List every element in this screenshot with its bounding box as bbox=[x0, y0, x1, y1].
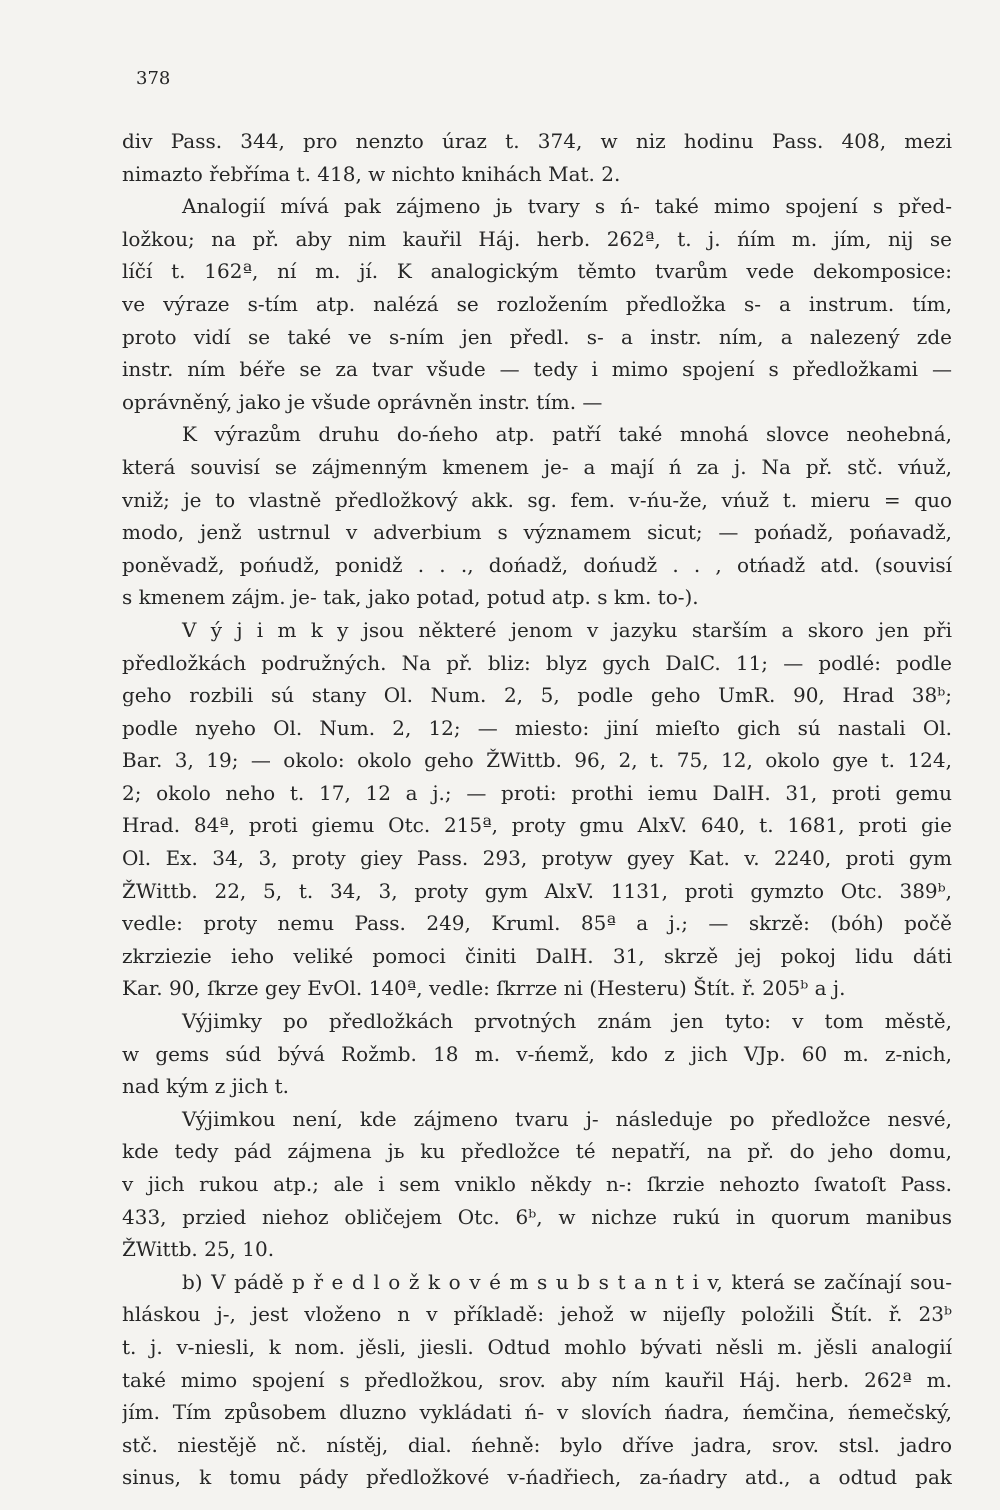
text-line: Analogií mívá pak zájmeno jь tvary s ń- také mimo spojení s před- bbox=[182, 194, 952, 219]
text-line: modo, jenž ustrnul v adverbium s významem sicut; — pońadž, pońavadž, bbox=[122, 520, 952, 545]
text-line: Výjimkou není, kde zájmeno tvaru j- následuje po předložce nesvé, bbox=[182, 1106, 952, 1131]
text-line: 433, przied niehoz obličejem Otc. 6ᵇ, w nichze rukú in quorum manibus bbox=[122, 1204, 952, 1229]
text-line: proto vidí se také ve s-ním jen předl. s- a instr. ním, a nalezený zde bbox=[122, 324, 952, 349]
text-line: Ol. Ex. 34, 3, proty giey Pass. 293, protyw gyey Kat. v. 2240, proti gym bbox=[122, 846, 952, 871]
text-line: stč. niestějě nč. nístěj, dial. ńehně: bylo dříve jadra, srov. stsl. jadro bbox=[122, 1432, 952, 1457]
text-line: v jich rukou atp.; ale i sem vniklo někdy n-: ſkrzie nehozto ſwatoſt Pass. bbox=[122, 1172, 952, 1196]
text-line: Hrad. 84ª, proti giemu Otc. 215ª, proty gmu AlxV. 640, t. 1681, proti gie bbox=[122, 813, 952, 838]
page-number: 378 bbox=[136, 68, 171, 89]
text-line: nimazto řebříma t. 418, w nichto knihách Mat. 2. bbox=[122, 161, 621, 186]
text-line: jím. Tím způsobem dluzno vykládati ń- v slovích ńadra, ńemčina, ńemečský, bbox=[122, 1400, 952, 1425]
text-line: oprávněný, jako je všude oprávněn instr. tím. — bbox=[122, 389, 603, 414]
text-line: kde tedy pád zájmena jь ku předložce té nepatří, na př. do jeho domu, bbox=[122, 1139, 952, 1164]
text-line: instr. ním béře se za tvar všude — tedy i mimo spojení s předložkami — bbox=[122, 357, 952, 382]
text-line: poněvadž, pońudž, ponidž . . ., dońadž, dońudž . . , otńadž atd. (souvisí bbox=[122, 552, 952, 577]
text-line: t. j. v-niesli, k nom. jěsli, jiesli. Odtud mohlo bývati něsli m. jěsli analogií bbox=[122, 1334, 952, 1359]
body-text bbox=[122, 125, 952, 1494]
text-line: s kmenem zájm. je- tak, jako potad, potud atp. s km. to-). bbox=[122, 585, 699, 610]
text-line: 2; okolo neho t. 17, 12 a j.; — proti: prothi iemu DalH. 31, proti gemu bbox=[122, 780, 952, 805]
text-line: Výjimky po předložkách prvotných znám jen tyto: v tom městě, bbox=[182, 1009, 952, 1034]
text-line: geho rozbili sú stany Ol. Num. 2, 5, podle geho UmR. 90, Hrad 38ᵇ; bbox=[122, 683, 952, 708]
text-line: V ý j i m k y jsou některé jenom v jazyku starším a skoro jen při bbox=[182, 617, 952, 642]
text-line: w gems súd bývá Rožmb. 18 m. v-ńemž, kdo z jich VJp. 60 m. z-nich, bbox=[122, 1041, 952, 1066]
text-line: vniž; je to vlastně předložkový akk. sg. fem. v-ńu-že, vńuž t. mieru = quo bbox=[122, 487, 952, 512]
text-line: sinus, k tomu pády předložkové v-ńadřiech, za-ńadry atd., a odtud pak bbox=[122, 1465, 952, 1490]
text-line: Kar. 90, ſkrze gey EvOl. 140ª, vedle: ſkrrze ni (Hesteru) Štít. ř. 205ᵇ a j. bbox=[122, 976, 846, 1001]
text-line: ve výraze s-tím atp. nalézá se rozložením předložka s- a instrum. tím, bbox=[122, 291, 952, 316]
text-line: Bar. 3, 19; — okolo: okolo geho ŽWittb. 96, 2, t. 75, 12, okolo gye t. 124, bbox=[122, 748, 952, 773]
text-line: K výrazům druhu do-ńeho atp. patří také mnohá slovce neohebná, bbox=[182, 422, 952, 447]
text-line: nad kým z jich t. bbox=[122, 1074, 290, 1099]
text-line: hláskou j-, jest vloženo n v příkladě: jehož w nijeſly položili Štít. ř. 23ᵇ bbox=[122, 1302, 952, 1327]
text-line: vedle: proty nemu Pass. 249, Kruml. 85ª a j.; — skrzě: (bóh) počě bbox=[122, 911, 952, 936]
text-line: ŽWittb. 25, 10. bbox=[122, 1237, 275, 1262]
text-line: ŽWittb. 22, 5, t. 34, 3, proty gym AlxV. 1131, proti gymzto Otc. 389ᵇ, bbox=[122, 878, 952, 903]
text-line: zkrziezie ieho veliké pomoci činiti DalH. 31, skrzě jej pokoj lidu dáti bbox=[122, 943, 952, 968]
text-line: ložkou; na př. aby nim kauřil Háj. herb. 262ª, t. j. ńím m. jím, nij se bbox=[122, 226, 952, 251]
text-line: líčí t. 162ª, ní m. jí. K analogickým těmto tvarům vede dekomposice: bbox=[122, 259, 952, 284]
text-line: také mimo spojení s předložkou, srov. aby ním kauřil Háj. herb. 262ª m. bbox=[122, 1367, 952, 1392]
text-line: div Pass. 344, pro nenzto úraz t. 374, w niz hodinu Pass. 408, mezi bbox=[122, 129, 952, 153]
text-line: podle nyeho Ol. Num. 2, 12; — miesto: jiní mieſto gich sú nastali Ol. bbox=[122, 715, 952, 740]
text-line: která souvisí se zájmenným kmenem je- a mají ń za j. Na př. stč. vńuž, bbox=[122, 454, 952, 479]
text-line: předložkách podružných. Na př. bliz: blyz gych DalC. 11; — podlé: podle bbox=[122, 650, 952, 675]
text-line: b) V pádě p ř e d l o ž k o v é m s u b s t a n t i v, která se začínají sou- bbox=[182, 1269, 952, 1294]
